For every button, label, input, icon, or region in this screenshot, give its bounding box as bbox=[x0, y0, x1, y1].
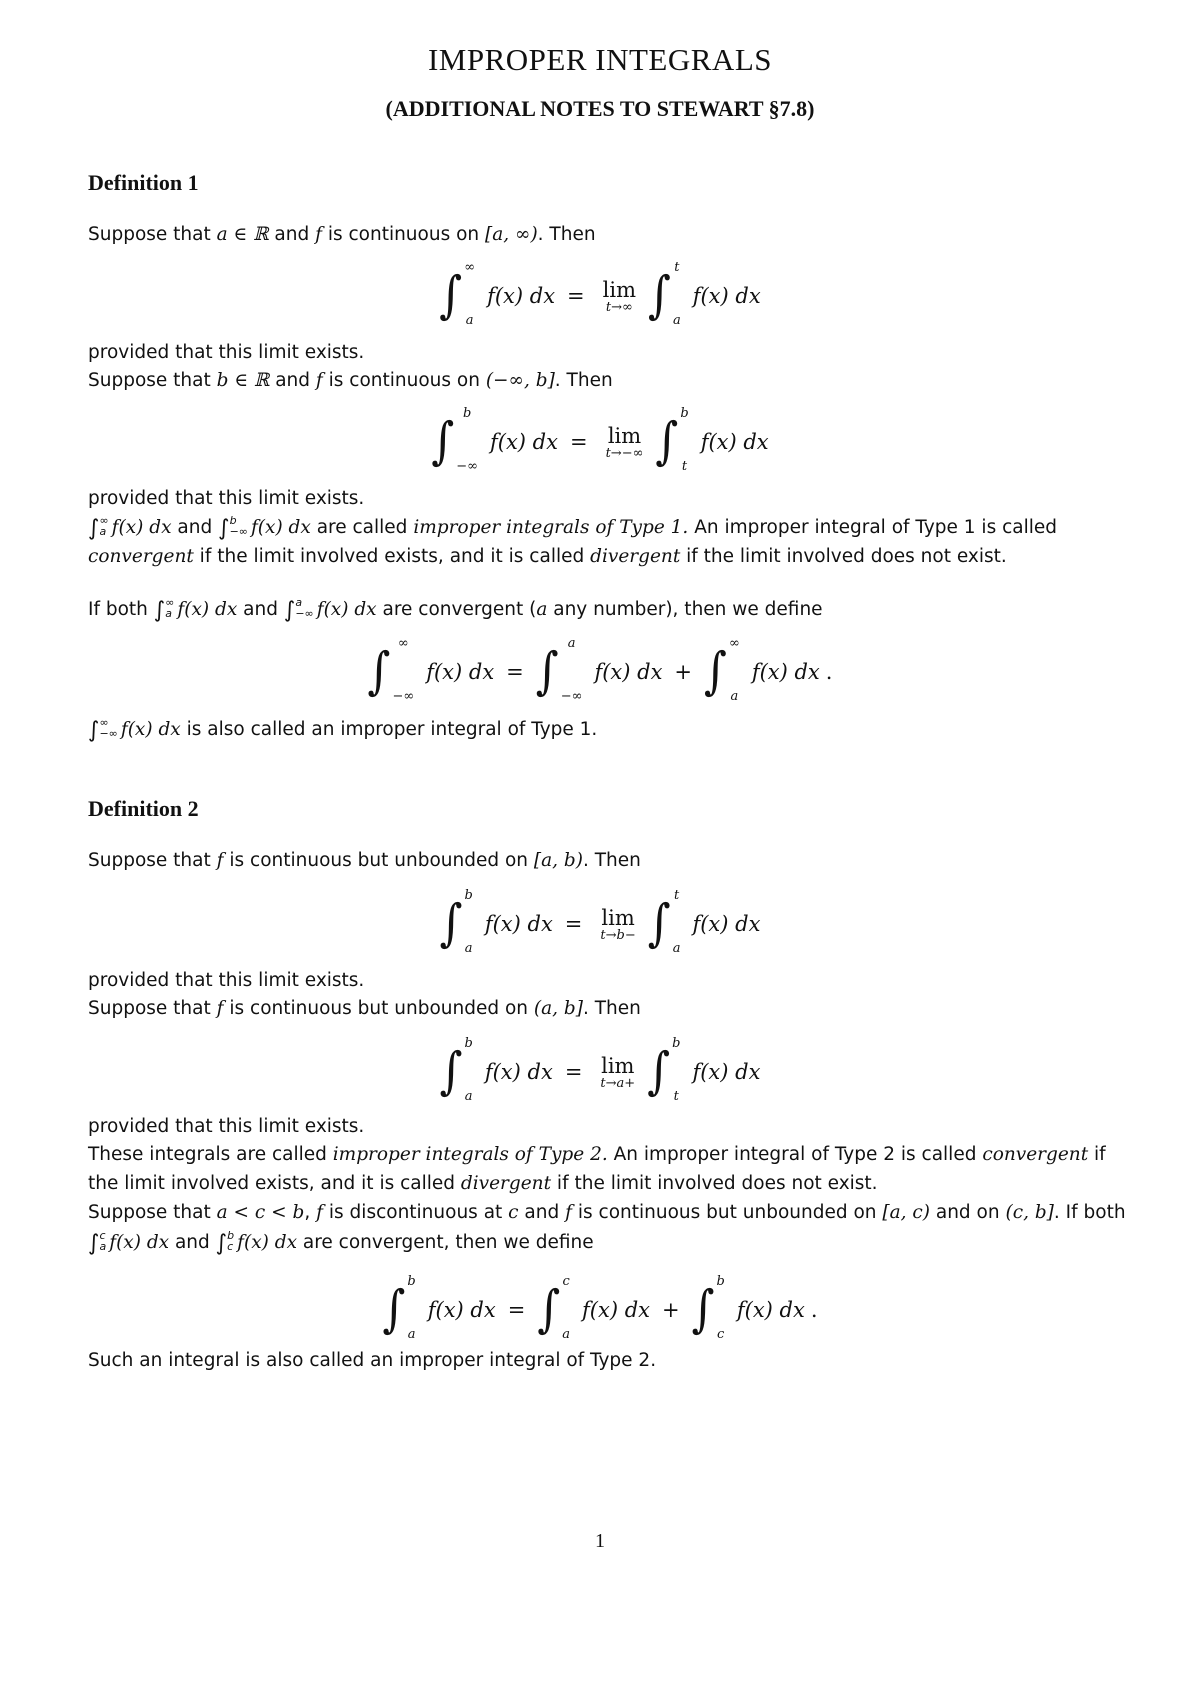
def2-paragraph-1: Suppose that f is continuous but unbounded on [a, b). Then bbox=[88, 850, 641, 871]
document-title: IMPROPER INTEGRALS bbox=[427, 42, 772, 77]
definition-1-heading: Definition 1 bbox=[88, 170, 199, 195]
def1-paragraph-1: Suppose that a ∈ ℝ and f is continuous on [a, ∞). Then bbox=[88, 224, 596, 245]
def2-provided-2: provided that this limit exists. bbox=[88, 1116, 365, 1137]
def1-equation-2: ∫ b −∞ f(x) dx = lim t→−∞ ∫ b t f(x) dx bbox=[431, 406, 769, 474]
definition-2-heading: Definition 2 bbox=[88, 796, 199, 821]
def2-paragraph-5: Such an integral is also called an improper integral of Type 2. bbox=[88, 1350, 657, 1371]
def1-paragraph-3: ∫ ∞ a f(x) dx and ∫ b −∞ f(x) dx are called improper integrals of Type 1. An improper integral of Type 1 is called convergent if the limit involved exists, and it is called divergent if the limit involved does not exist. bbox=[88, 514, 1058, 567]
def2-equation-3: ∫ b a f(x) dx = ∫ c a f(x) dx + ∫ b c f(x) dx . bbox=[382, 1274, 818, 1342]
def2-provided-1: provided that this limit exists. bbox=[88, 970, 365, 991]
page-number: 1 bbox=[595, 1530, 605, 1552]
def2-equation-1: ∫ b a f(x) dx = lim t→b− ∫ t a f(x) dx bbox=[439, 888, 761, 956]
def1-paragraph-4: If both ∫ ∞ a f(x) dx and ∫ a −∞ f(x) dx are convergent (a any number), then we define bbox=[88, 596, 823, 623]
def2-paragraph-3: These integrals are called improper integrals of Type 2. An improper integral of Type 2 is called convergent if the limit involved exists, and it is called divergent if the limit involved does not exist. bbox=[88, 1144, 1106, 1194]
def2-paragraph-2: Suppose that f is continuous but unbounded on (a, b]. Then bbox=[88, 998, 641, 1019]
def2-equation-2: ∫ b a f(x) dx = lim t→a+ ∫ b t f(x) dx bbox=[439, 1036, 761, 1104]
def1-paragraph-2: Suppose that b ∈ ℝ and f is continuous on (−∞, b]. Then bbox=[88, 370, 613, 391]
def2-paragraph-4: Suppose that a < c < b, f is discontinuous at c and f is continuous but unbounded on [a, c) and on (c, b]. If both ∫ c a f(x) dx and ∫ b c f(x) dx are convergent, then we define bbox=[88, 1202, 1126, 1256]
def1-equation-1: ∫ ∞ a f(x) dx = lim t→∞ ∫ t a f(x) dx bbox=[439, 260, 761, 328]
def1-provided-1: provided that this limit exists. bbox=[88, 342, 365, 363]
def1-provided-2: provided that this limit exists. bbox=[88, 488, 365, 509]
def1-equation-3: ∫ ∞ −∞ f(x) dx = ∫ a −∞ f(x) dx + ∫ ∞ a f(x) dx . bbox=[367, 636, 833, 704]
def1-paragraph-5: ∫ ∞ −∞ f(x) dx is also called an improper integral of Type 1. bbox=[88, 716, 598, 743]
document-subtitle: (ADDITIONAL NOTES TO STEWART §7.8) bbox=[385, 96, 815, 121]
